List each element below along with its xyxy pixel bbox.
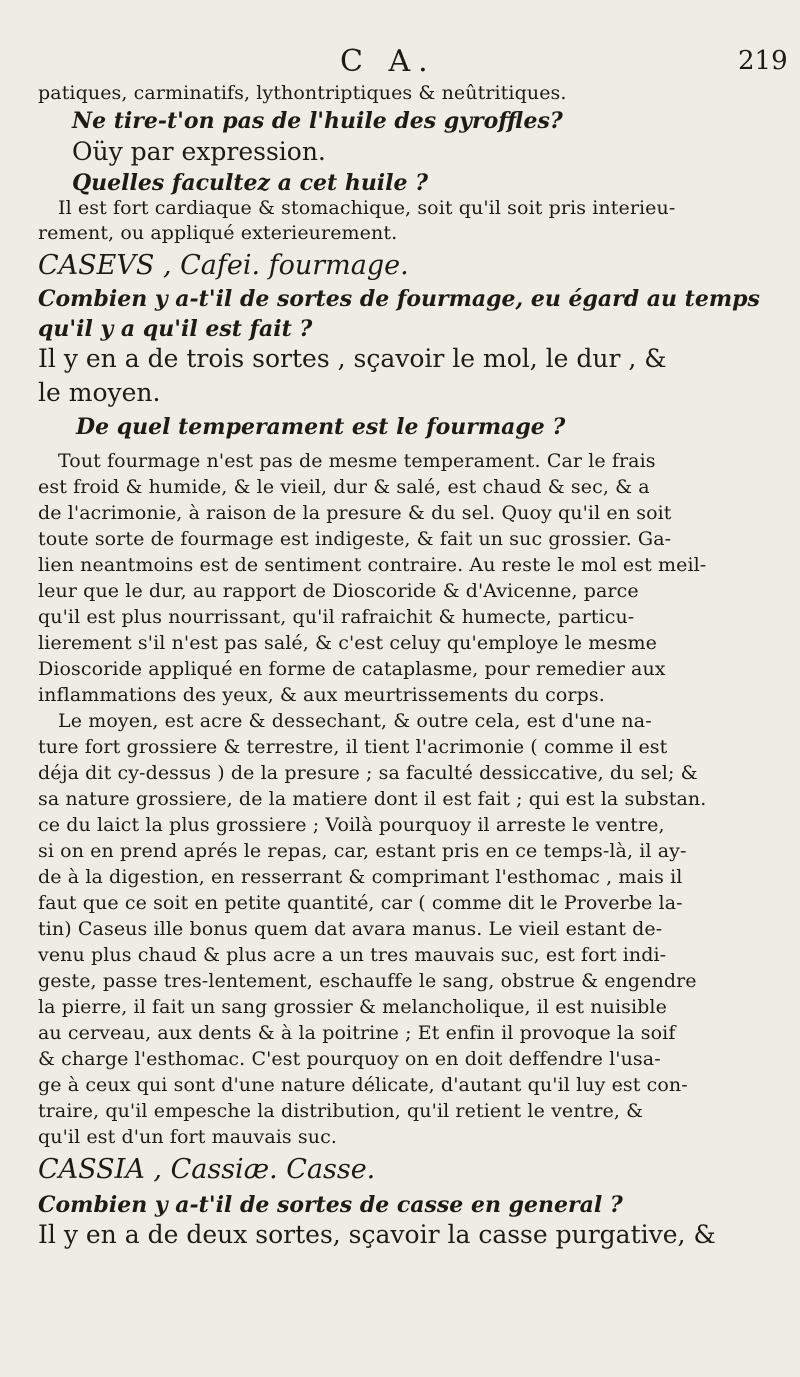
entry-heading-cassia: CASSIA , Cassiæ. Casse. [38,1154,376,1185]
text-line: & charge l'esthomac. C'est pourquoy on en doit deffendre l'usa- [38,1048,661,1070]
text-line: qu'il est d'un fort mauvais suc. [38,1126,337,1148]
text-line: ture fort grossiere & terrestre, il tient l'acrimonie ( comme il est [38,736,668,758]
question-line: De quel temperament est le fourmage ? [76,414,566,440]
text-line: faut que ce soit en petite quantité, car ( comme dit le Proverbe la- [38,892,683,914]
answer-line: Oüy par expression. [72,137,326,166]
text-line: si on en prend aprés le repas, car, estant pris en ce temps-là, il ay- [38,840,687,862]
text-line: déja dit cy-dessus ) de la presure ; sa faculté dessiccative, du sel; & [38,762,698,784]
text-line: leur que le dur, au rapport de Dioscoride & d'Avicenne, parce [38,580,639,602]
running-head: C A. [340,44,436,79]
question-line: Ne tire-t'on pas de l'huile des gyroffles? [72,108,563,134]
text-line: de à la digestion, en resserrant & comprimant l'esthomac , mais il [38,866,683,888]
text-line: ge à ceux qui sont d'une nature délicate, d'autant qu'il luy est con- [38,1074,688,1096]
text-line: rement, ou appliqué exterieurement. [38,222,398,244]
text-line: lien neantmoins est de sentiment contraire. Au reste le mol est meil- [38,554,707,576]
text-line: est froid & humide, & le vieil, dur & salé, est chaud & sec, & a [38,476,650,498]
text-line: Tout fourmage n'est pas de mesme temperament. Car le frais [58,450,656,472]
text-line: geste, passe tres-lentement, eschauffe le sang, obstrue & engendre [38,970,697,992]
text-line: au cerveau, aux dents & à la poitrine ; Et enfin il provoque la soif [38,1022,676,1044]
text-line: Il est fort cardiaque & stomachique, soit qu'il soit pris interieu- [58,197,676,219]
text-line: Le moyen, est acre & dessechant, & outre cela, est d'une na- [58,710,652,732]
page-number: 219 [738,46,788,76]
text-line: qu'il est plus nourrissant, qu'il rafraichit & humecte, particu- [38,606,635,628]
answer-line: Il y en a de trois sortes , sçavoir le mol, le dur , & [38,344,667,373]
text-line: Dioscoride appliqué en forme de cataplasme, pour remedier aux [38,658,666,680]
text-line: tin) Caseus ille bonus quem dat avara manus. Le vieil estant de- [38,918,663,940]
text-line: patiques, carminatifs, lythontriptiques & neûtritiques. [38,82,567,104]
text-line: toute sorte de fourmage est indigeste, & fait un suc grossier. Ga- [38,528,672,550]
text-line: inflammations des yeux, & aux meurtrissements du corps. [38,684,605,706]
question-line: qu'il y a qu'il est fait ? [38,316,313,342]
question-line: Combien y a-t'il de sortes de casse en general ? [38,1192,623,1218]
answer-line: le moyen. [38,378,161,407]
text-line: ce du laict la plus grossiere ; Voilà pourquoy il arreste le ventre, [38,814,665,836]
entry-heading-caseus: CASEVS , Cafei. fourmage. [38,250,409,281]
question-line: Quelles facultez a cet huile ? [72,170,429,196]
question-line: Combien y a-t'il de sortes de fourmage, eu égard au temps [38,286,760,312]
answer-line: Il y en a de deux sortes, sçavoir la casse purgative, & [38,1220,716,1249]
text-line: venu plus chaud & plus acre a un tres mauvais suc, est fort indi- [38,944,667,966]
text-line: sa nature grossiere, de la matiere dont il est fait ; qui est la substan. [38,788,707,810]
text-line: la pierre, il fait un sang grossier & melancholique, il est nuisible [38,996,667,1018]
page-header [0,44,800,84]
text-line: de l'acrimonie, à raison de la presure & du sel. Quoy qu'il en soit [38,502,672,524]
text-line: lierement s'il n'est pas salé, & c'est celuy qu'employe le mesme [38,632,658,654]
text-line: traire, qu'il empesche la distribution, qu'il retient le ventre, & [38,1100,644,1122]
